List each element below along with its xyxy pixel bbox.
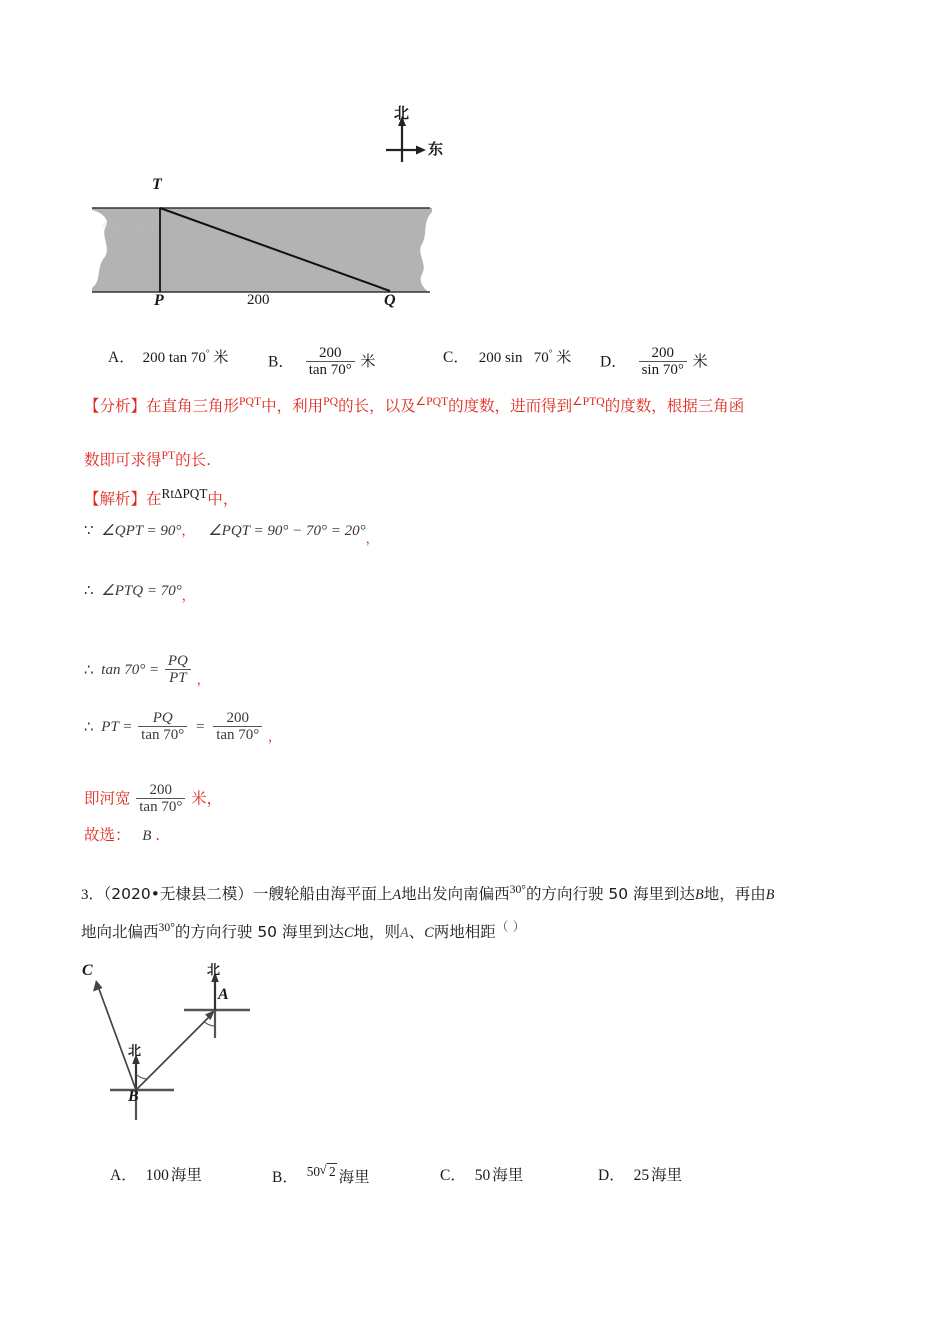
solution-step1-eq2: ∠PQT = 90° − 70° = 20° (208, 523, 366, 539)
q2-option-a-letter-text: A． (108, 349, 135, 366)
solution-step3-denominator: PT (165, 669, 191, 686)
q3-option-a[interactable] (110, 1163, 202, 1185)
q3-math-a: A (392, 887, 402, 903)
q2-option-d-numerator: 200 (651, 345, 674, 361)
nav-label-C: C (82, 962, 93, 979)
q3-math-b: B (695, 887, 704, 903)
q3-text-1e: 的方向行驶 50 海里到达 (525, 885, 696, 903)
q3-option-d-number: 25 (633, 1167, 650, 1184)
q2-option-b-denominator: tan 70° (306, 361, 355, 378)
solution-math-rt-pqt: RtΔPQT (161, 486, 208, 501)
analysis-text-1i: 的度数，根据三角函 (604, 397, 745, 415)
q2-option-a[interactable] (108, 345, 228, 367)
conclusion-unit: 米， (191, 789, 223, 808)
compass-rose-figure-1 (378, 104, 458, 170)
solution-step4-comma: ， (268, 730, 282, 746)
solution-step1-comma2: ， (365, 532, 379, 547)
analysis-math-pqt: PQT (239, 395, 262, 408)
analysis-text-2a: 数即可求得 (84, 451, 162, 469)
navigation-figure (72, 962, 282, 1150)
q2-option-b-value (304, 345, 376, 379)
river-width-figure (92, 176, 432, 314)
analysis-text-1c: 中，利用 (261, 397, 324, 415)
q3-text-1g: 地，再由 (703, 885, 766, 903)
analysis-math-angle-pqt: ∠PQT (415, 395, 449, 408)
conclusion-fraction (136, 782, 185, 815)
analysis-line-2 (84, 450, 211, 470)
q3-math-c2: C (424, 925, 434, 941)
q3-text-2i: 两地相距 (433, 923, 496, 941)
q3-option-a-number: 100 (145, 1167, 169, 1184)
q3-math-b2: B (765, 887, 775, 903)
solution-choice (84, 827, 160, 845)
figure-watermark: 学科网 学科 (102, 222, 156, 232)
solution-step1-symbol: ∵ (84, 523, 94, 539)
analysis-math-pq: PQ (323, 395, 339, 408)
solution-step3-comma: ， (196, 673, 210, 689)
q3-option-b-unit: 海里 (338, 1168, 370, 1187)
solution-step1-comma: ， (181, 524, 195, 539)
q3-option-d-letter: D． (598, 1167, 625, 1184)
solution-step1-eq1: ∠QPT = 90° (101, 523, 182, 539)
solution-step3-numerator: PQ (167, 653, 188, 669)
q2-option-d-denominator: sin 70° (639, 361, 687, 378)
q2-option-b-letter: B． (268, 353, 294, 371)
solution-step-4 (84, 710, 282, 746)
q2-option-c-letter: C． (443, 349, 469, 366)
solution-step3-fraction (165, 653, 191, 686)
solution-step4-symbol: ∴ (84, 719, 94, 736)
solution-step4-numerator-1: PQ (152, 710, 173, 726)
q2-option-a-value: 200 tan 70° 米 (142, 348, 229, 366)
q2-option-d-unit: 米 (692, 352, 708, 371)
solution-step3-symbol: ∴ (84, 662, 94, 679)
q2-option-b-unit: 米 (360, 352, 376, 371)
nav-north-label-B: 北 (128, 1044, 142, 1059)
conclusion-numerator: 200 (149, 782, 173, 798)
solution-intro-c: 中， (207, 490, 239, 508)
nav-label-B: B (128, 1088, 139, 1105)
q2-option-d-letter: D． (600, 353, 627, 371)
q3-option-d[interactable] (598, 1163, 682, 1185)
conclusion-denominator: tan 70° (136, 798, 185, 815)
conclusion-lead: 即河宽 (84, 789, 131, 808)
solution-step2-comma: ， (181, 589, 195, 604)
nav-label-A: A (218, 986, 229, 1003)
compass-north-label-1: 北 (394, 104, 410, 122)
analysis-math-angle-ptq: ∠PTQ (572, 395, 605, 408)
q3-option-a-unit: 海里 (170, 1166, 202, 1184)
solution-tag: 【解析】 (84, 490, 147, 508)
q2-option-d[interactable] (600, 345, 708, 378)
solution-step4-numerator-2: 200 (226, 710, 249, 726)
choice-lead: 故选： (84, 826, 131, 844)
solution-step4-denominator-2: tan 70° (213, 726, 262, 743)
compass-east-label-1: 东 (428, 140, 444, 158)
q3-option-a-letter: A． (110, 1167, 137, 1184)
analysis-tag: 【分析】 (84, 397, 147, 415)
q3-number: 3． (81, 887, 104, 903)
choice-answer: B (142, 828, 152, 844)
q3-line-1 (81, 884, 775, 904)
q3-answer-blank: （ ） (495, 920, 526, 935)
nav-north-label-A: 北 (207, 963, 221, 978)
q3-option-b[interactable] (272, 1163, 370, 1187)
choice-period: . (155, 826, 161, 844)
q3-option-c-unit: 海里 (492, 1166, 524, 1184)
q3-text-2a: 地向北偏西 (81, 923, 159, 941)
river-label-T: T (152, 176, 162, 193)
q3-text-2e: 地，则 (353, 923, 400, 941)
q3-option-c-letter: C． (440, 1167, 466, 1184)
analysis-math-pt: PT (161, 449, 176, 462)
analysis-line-1 (84, 396, 744, 416)
solution-step3-lead: tan 70° = (101, 662, 160, 679)
q3-text-2g: 、 (408, 923, 425, 941)
solution-step4-equals: = (195, 719, 205, 736)
q3-option-b-radicand: 2 (328, 1164, 336, 1179)
solution-intro (84, 487, 238, 509)
q3-option-d-unit: 海里 (651, 1166, 683, 1184)
solution-step4-fraction-1 (138, 710, 187, 743)
q2-option-c-value: 200 sin 70° 米 (478, 348, 572, 366)
analysis-text-2c: 的长. (175, 451, 212, 469)
q3-angle-2: 30° (158, 921, 175, 934)
q3-option-b-expr (307, 1164, 337, 1179)
solution-conclusion (84, 782, 222, 815)
q3-option-c[interactable] (440, 1163, 523, 1185)
solution-step4-lead: PT = (101, 719, 133, 736)
river-label-P: P (154, 292, 164, 309)
q2-option-d-value (637, 345, 708, 379)
river-label-Q: Q (384, 292, 396, 309)
q3-line-2 (81, 921, 525, 942)
q3-angle-1: 30° (509, 883, 526, 896)
solution-step-2 (84, 583, 195, 604)
solution-step4-denominator-1: tan 70° (138, 726, 187, 743)
q3-option-c-number: 50 (474, 1167, 491, 1184)
solution-step2-symbol: ∴ (84, 583, 94, 599)
analysis-text-1e: 的长，以及 (338, 397, 416, 415)
analysis-text-1a: 在直角三角形 (146, 397, 240, 415)
solution-step2-eq: ∠PTQ = 70° (101, 583, 182, 599)
q3-math-a2: A (400, 925, 409, 941)
analysis-text-1g: 的度数，进而得到 (448, 397, 573, 415)
q3-text-1a: （2020•无棣县二模）一艘轮船由海平面上 (103, 885, 393, 903)
q2-option-c[interactable] (443, 345, 571, 367)
q3-option-b-coef: 50 (306, 1164, 321, 1179)
q2-option-b-numerator: 200 (319, 345, 342, 361)
sqrt-icon (320, 1163, 337, 1180)
solution-step-1 (84, 523, 379, 547)
q3-text-1c: 地出发向南偏西 (401, 885, 510, 903)
river-label-distance: 200 (247, 292, 270, 308)
solution-intro-a: 在 (146, 490, 162, 508)
solution-step-3 (84, 653, 210, 689)
q3-text-2c: 的方向行驶 50 海里到达 (174, 923, 344, 941)
solution-step4-fraction-2 (213, 710, 262, 743)
q3-option-b-letter: B． (272, 1169, 298, 1187)
q3-math-c: C (343, 925, 354, 941)
q2-option-b[interactable] (268, 345, 376, 378)
